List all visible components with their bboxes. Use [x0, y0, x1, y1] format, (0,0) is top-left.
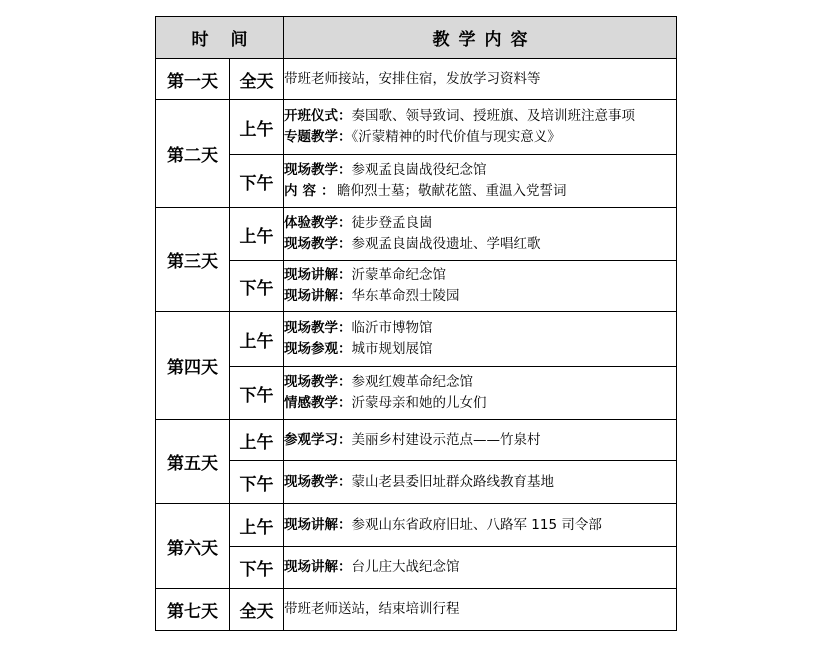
- header-time: 时间: [156, 17, 284, 59]
- line-text: 临沂市博物馆: [351, 320, 433, 336]
- line-label: 现场讲解：: [284, 516, 352, 533]
- schedule-row: [156, 261, 677, 312]
- line-label: 开班仪式：: [284, 108, 352, 124]
- day-label: 第二天: [156, 100, 230, 208]
- period-label: 上午: [230, 504, 284, 547]
- line-label: 现场讲解：: [284, 288, 352, 304]
- content-line: [284, 599, 676, 620]
- schedule-row: [156, 59, 677, 100]
- schedule-row: [156, 100, 677, 155]
- schedule-row: [156, 208, 677, 261]
- schedule-row: [156, 461, 677, 504]
- period-label: 下午: [230, 461, 284, 504]
- period-label: 全天: [230, 59, 284, 100]
- session-content: [284, 589, 677, 631]
- content-line: [284, 286, 676, 307]
- period-label: 上午: [230, 208, 284, 261]
- line-label: 专题教学：: [284, 129, 352, 145]
- session-content: [284, 504, 677, 547]
- period-label: 上午: [230, 420, 284, 461]
- content-line: [284, 234, 676, 255]
- session-content: [284, 312, 677, 367]
- content-line: [284, 318, 676, 339]
- schedule-row: [156, 312, 677, 367]
- content-line: [284, 430, 676, 451]
- period-label: 下午: [230, 155, 284, 208]
- session-content: [284, 420, 677, 461]
- period-label: 下午: [230, 261, 284, 312]
- session-content: [284, 547, 677, 589]
- schedule-row: [156, 504, 677, 547]
- content-line: [284, 557, 676, 578]
- content-line: [284, 213, 676, 234]
- day-label: 第五天: [156, 420, 230, 504]
- line-text: 带班老师接站，安排住宿，发放学习资料等: [284, 70, 541, 87]
- header-row: [156, 17, 677, 59]
- period-label: 上午: [230, 312, 284, 367]
- line-text: 参观红嫂革命纪念馆: [351, 374, 473, 390]
- line-label: 现场教学：: [284, 320, 352, 336]
- line-text: 瞻仰烈士墓；敬献花篮、重温入党誓词: [337, 183, 567, 199]
- schedule-row: [156, 589, 677, 631]
- session-content: [284, 367, 677, 420]
- schedule-row: [156, 547, 677, 589]
- content-line: [284, 339, 676, 360]
- line-text: 沂蒙革命纪念馆: [351, 267, 446, 283]
- period-label: 下午: [230, 367, 284, 420]
- schedule-row: [156, 367, 677, 420]
- day-label: 第七天: [156, 589, 230, 631]
- line-label: 现场讲解：: [284, 267, 352, 283]
- line-label: 现场教学：: [284, 473, 352, 490]
- day-label: 第一天: [156, 59, 230, 100]
- line-text: 参观山东省政府旧址、八路军 115 司令部: [351, 516, 602, 533]
- day-label: 第三天: [156, 208, 230, 312]
- line-label: 现场参观：: [284, 341, 352, 357]
- line-label: 现场教学：: [284, 162, 352, 178]
- day-label: 第四天: [156, 312, 230, 420]
- content-line: [284, 106, 676, 127]
- line-label: 现场教学：: [284, 374, 352, 390]
- line-label: 体验教学：: [284, 215, 352, 231]
- content-line: [284, 515, 676, 536]
- session-content: [284, 59, 677, 100]
- line-text: 台儿庄大战纪念馆: [351, 559, 460, 575]
- line-text: 徒步登孟良崮: [351, 215, 433, 231]
- line-text: 《沂蒙精神的时代价值与现实意义》: [351, 129, 561, 145]
- line-label: 参观学习：: [284, 431, 352, 448]
- content-line: [284, 69, 676, 90]
- line-text: 奏国歌、领导致词、授班旗、及培训班注意事项: [351, 108, 635, 124]
- line-text: 美丽乡村建设示范点——竹泉村: [351, 431, 541, 448]
- content-line: [284, 181, 676, 202]
- schedule-row: [156, 155, 677, 208]
- schedule-table: [155, 16, 677, 631]
- session-content: [284, 461, 677, 504]
- content-line: [284, 127, 676, 148]
- line-text: 沂蒙母亲和她的儿女们: [351, 395, 487, 411]
- line-label: 现场讲解：: [284, 559, 352, 575]
- content-line: [284, 393, 676, 414]
- line-text: 蒙山老县委旧址群众路线教育基地: [351, 473, 554, 490]
- day-label: 第六天: [156, 504, 230, 589]
- line-label: 情感教学：: [284, 395, 352, 411]
- content-line: [284, 472, 676, 493]
- schedule-row: [156, 420, 677, 461]
- line-text: 华东革命烈士陵园: [351, 288, 460, 304]
- line-label: 现场教学：: [284, 236, 352, 252]
- line-text: 参观孟良崮战役遗址、学唱红歌: [351, 236, 541, 252]
- session-content: [284, 208, 677, 261]
- session-content: [284, 261, 677, 312]
- content-line: [284, 372, 676, 393]
- period-label: 全天: [230, 589, 284, 631]
- period-label: 下午: [230, 547, 284, 589]
- session-content: [284, 100, 677, 155]
- session-content: [284, 155, 677, 208]
- line-label: 内容：: [284, 183, 340, 199]
- content-line: [284, 265, 676, 286]
- period-label: 上午: [230, 100, 284, 155]
- line-text: 带班老师送站，结束培训行程: [284, 601, 460, 617]
- line-text: 城市规划展馆: [351, 341, 433, 357]
- content-line: [284, 160, 676, 181]
- line-text: 参观孟良崮战役纪念馆: [351, 162, 487, 178]
- header-content: 教学内容: [284, 17, 677, 59]
